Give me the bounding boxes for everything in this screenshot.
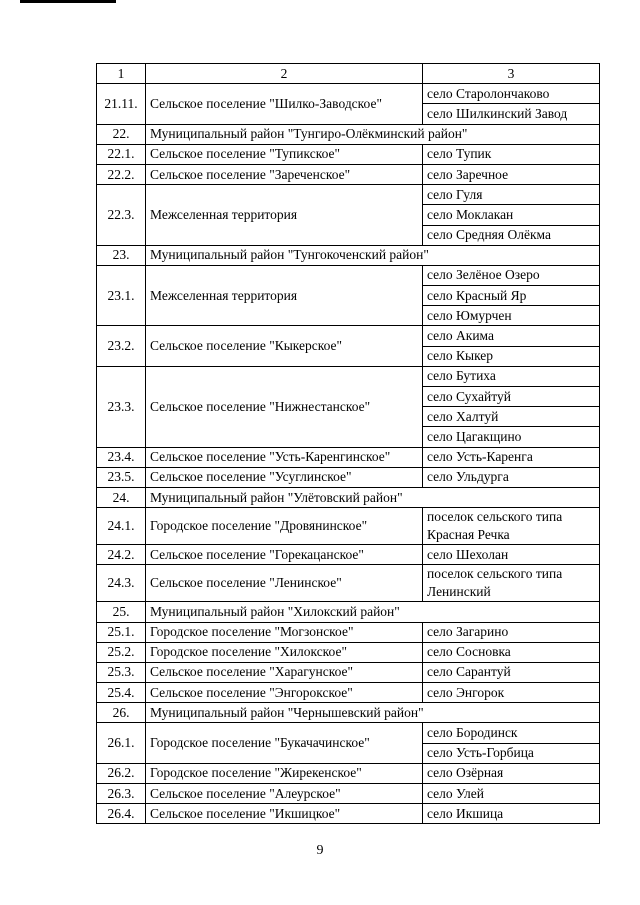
section-title: Муниципальный район "Хилокский район" xyxy=(146,602,600,622)
municipality-name: Городское поселение "Жирекенское" xyxy=(146,763,423,783)
settlement-name: село Озёрная xyxy=(423,763,600,783)
row-number: 26.1. xyxy=(97,723,146,763)
row-number: 22.2. xyxy=(97,164,146,184)
settlement-name: село Сарантуй xyxy=(423,662,600,682)
municipality-name: Сельское поселение "Икшицкое" xyxy=(146,804,423,824)
table-row xyxy=(97,784,600,804)
row-number: 24.1. xyxy=(97,508,146,545)
settlement-name: село Гуля xyxy=(423,185,600,205)
settlement-name: село Акима xyxy=(423,326,600,346)
row-number: 23.1. xyxy=(97,265,146,326)
section-title: Муниципальный район "Тунгиро-Олёкминский район" xyxy=(146,124,600,144)
municipality-name: Городское поселение "Хилокское" xyxy=(146,642,423,662)
row-number: 25.4. xyxy=(97,683,146,703)
table-row xyxy=(97,723,600,743)
header-col-2: 2 xyxy=(146,64,423,84)
top-rule xyxy=(20,0,116,3)
header-row xyxy=(97,64,600,84)
municipality-name: Межселенная территория xyxy=(146,185,423,246)
table-row xyxy=(97,326,600,346)
row-number: 26.4. xyxy=(97,804,146,824)
settlement-name: село Старолончаково xyxy=(423,84,600,104)
settlements-table xyxy=(96,63,600,824)
settlement-name: село Зелёное Озеро xyxy=(423,265,600,285)
table-row xyxy=(97,164,600,184)
row-number: 22.1. xyxy=(97,144,146,164)
settlement-name: поселок сельского типа Красная Речка xyxy=(423,508,600,545)
table-row xyxy=(97,508,600,545)
section-number: 22. xyxy=(97,124,146,144)
settlement-name: село Тупик xyxy=(423,144,600,164)
settlement-name: село Икшица xyxy=(423,804,600,824)
municipality-name: Сельское поселение "Усуглинское" xyxy=(146,467,423,487)
page-number: 9 xyxy=(316,843,324,858)
section-title: Муниципальный район "Улётовский район" xyxy=(146,487,600,507)
settlement-name: село Сосновка xyxy=(423,642,600,662)
section-row xyxy=(97,245,600,265)
settlement-name: село Юмурчен xyxy=(423,306,600,326)
table-row xyxy=(97,447,600,467)
municipality-name: Сельское поселение "Зареченское" xyxy=(146,164,423,184)
settlement-name: село Энгорок xyxy=(423,683,600,703)
section-number: 26. xyxy=(97,703,146,723)
settlement-name: село Цагакщино xyxy=(423,427,600,447)
row-number: 23.2. xyxy=(97,326,146,366)
table-row xyxy=(97,622,600,642)
municipality-name: Сельское поселение "Ленинское" xyxy=(146,565,423,602)
row-number: 25.2. xyxy=(97,642,146,662)
section-number: 24. xyxy=(97,487,146,507)
section-row xyxy=(97,487,600,507)
header-col-3: 3 xyxy=(423,64,600,84)
section-title: Муниципальный район "Тунгокоченский район" xyxy=(146,245,600,265)
table-row xyxy=(97,467,600,487)
table-row xyxy=(97,565,600,602)
settlement-name: поселок сельского типа Ленинский xyxy=(423,565,600,602)
row-number: 21.11. xyxy=(97,84,146,124)
row-number: 23.5. xyxy=(97,467,146,487)
municipality-name: Сельское поселение "Нижнестанское" xyxy=(146,366,423,447)
municipality-name: Сельское поселение "Энгорокское" xyxy=(146,683,423,703)
settlement-name: село Шехолан xyxy=(423,545,600,565)
table-row xyxy=(97,366,600,386)
municipality-name: Городское поселение "Дровянинское" xyxy=(146,508,423,545)
municipality-name: Межселенная территория xyxy=(146,265,423,326)
table-row xyxy=(97,265,600,285)
settlement-name: село Загарино xyxy=(423,622,600,642)
row-number: 26.2. xyxy=(97,763,146,783)
section-title: Муниципальный район "Чернышевский район" xyxy=(146,703,600,723)
table-row xyxy=(97,84,600,104)
table-row xyxy=(97,763,600,783)
table-row xyxy=(97,185,600,205)
settlement-name: село Средняя Олёкма xyxy=(423,225,600,245)
settlement-name: село Шилкинский Завод xyxy=(423,104,600,124)
row-number: 23.3. xyxy=(97,366,146,447)
settlement-name: село Усть-Каренга xyxy=(423,447,600,467)
row-number: 25.3. xyxy=(97,662,146,682)
municipality-name: Городское поселение "Могзонское" xyxy=(146,622,423,642)
table-row xyxy=(97,642,600,662)
municipality-name: Сельское поселение "Шилко-Заводское" xyxy=(146,84,423,124)
header-col-1: 1 xyxy=(97,64,146,84)
settlement-name: село Моклакан xyxy=(423,205,600,225)
settlement-name: село Ульдурга xyxy=(423,467,600,487)
row-number: 25.1. xyxy=(97,622,146,642)
table-body xyxy=(97,64,600,824)
settlement-name: село Сухайтуй xyxy=(423,387,600,407)
row-number: 24.2. xyxy=(97,545,146,565)
municipality-name: Сельское поселение "Тупикское" xyxy=(146,144,423,164)
municipality-name: Сельское поселение "Кыкерское" xyxy=(146,326,423,366)
settlement-name: село Усть-Горбица xyxy=(423,743,600,763)
row-number: 22.3. xyxy=(97,185,146,246)
settlement-name: село Улей xyxy=(423,784,600,804)
settlement-name: село Кыкер xyxy=(423,346,600,366)
table-row xyxy=(97,545,600,565)
row-number: 24.3. xyxy=(97,565,146,602)
section-number: 25. xyxy=(97,602,146,622)
settlement-name: село Красный Яр xyxy=(423,286,600,306)
settlement-name: село Заречное xyxy=(423,164,600,184)
section-row xyxy=(97,703,600,723)
table-row xyxy=(97,662,600,682)
settlement-name: село Бутиха xyxy=(423,366,600,386)
municipality-name: Сельское поселение "Алеурское" xyxy=(146,784,423,804)
municipality-name: Сельское поселение "Усть-Каренгинское" xyxy=(146,447,423,467)
municipality-name: Городское поселение "Букачачинское" xyxy=(146,723,423,763)
settlement-name: село Халтуй xyxy=(423,407,600,427)
section-row xyxy=(97,602,600,622)
section-number: 23. xyxy=(97,245,146,265)
table-row xyxy=(97,144,600,164)
section-row xyxy=(97,124,600,144)
municipality-name: Сельское поселение "Горекацанское" xyxy=(146,545,423,565)
row-number: 26.3. xyxy=(97,784,146,804)
municipality-name: Сельское поселение "Харагунское" xyxy=(146,662,423,682)
table-row xyxy=(97,683,600,703)
settlement-name: село Бородинск xyxy=(423,723,600,743)
row-number: 23.4. xyxy=(97,447,146,467)
table-row xyxy=(97,804,600,824)
